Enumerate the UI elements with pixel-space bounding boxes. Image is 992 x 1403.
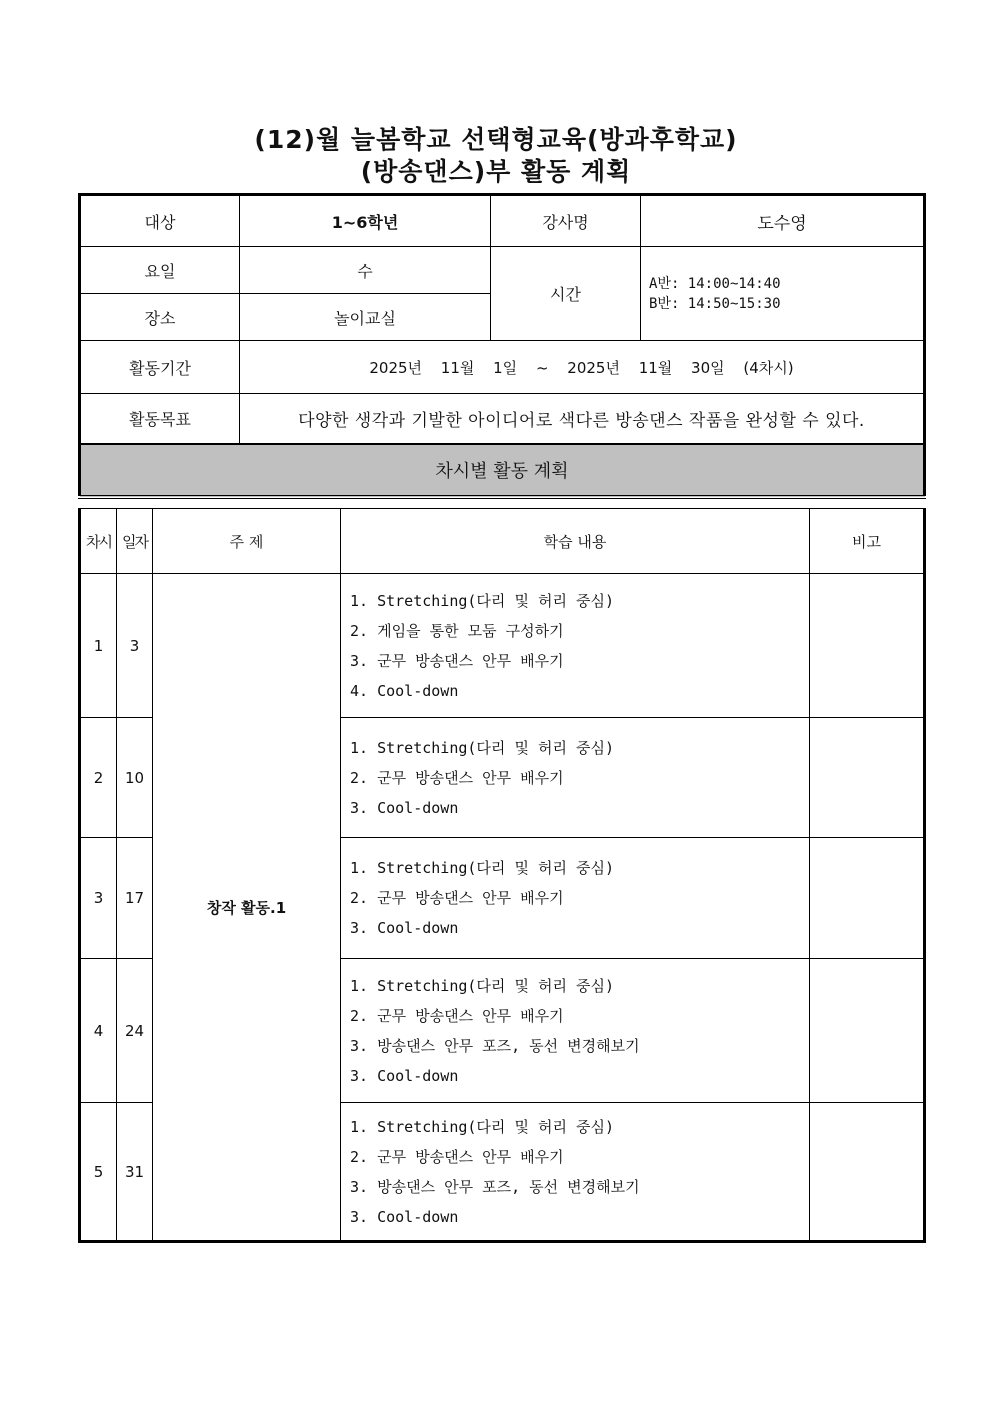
content-line: 2. 군무 방송댄스 안무 배우기	[350, 1006, 564, 1025]
content-line: 1. Stretching(다리 및 허리 중심)	[350, 591, 614, 610]
content-line: 2. 게임을 통한 모둠 구성하기	[350, 621, 564, 640]
document-title-line1: (12)월 늘봄학교 선택형교육(방과후학교)	[254, 125, 738, 154]
content-line: 3. 방송댄스 안무 포즈, 동선 변경해보기	[350, 1036, 640, 1055]
section-title: 차시별 활동 계획	[80, 444, 925, 497]
time-label: 시간	[491, 247, 641, 341]
content-line: 1. Stretching(다리 및 허리 중심)	[350, 1117, 614, 1136]
content-cell	[341, 574, 810, 718]
content-cell	[341, 1103, 810, 1242]
target-value: 1~6학년	[240, 195, 491, 247]
goal-label: 활동목표	[80, 394, 240, 445]
table-row	[80, 574, 925, 718]
plan-table	[78, 508, 926, 1243]
session-date: 31	[117, 1103, 153, 1242]
session-number: 5	[80, 1103, 117, 1242]
day-value: 수	[240, 247, 491, 294]
content-line: 3. Cool-down	[350, 798, 459, 817]
goal-value: 다양한 생각과 기발한 아이디어로 색다른 방송댄스 작품을 완성할 수 있다.	[240, 394, 925, 445]
session-date: 3	[117, 574, 153, 718]
info-table	[78, 193, 926, 499]
header-date: 일자	[117, 509, 153, 574]
note-cell	[810, 574, 925, 718]
content-line: 2. 군무 방송댄스 안무 배우기	[350, 768, 564, 787]
time-value	[641, 247, 925, 341]
session-date: 17	[117, 838, 153, 959]
note-cell	[810, 838, 925, 959]
topic-cell: 창작 활동.1	[153, 574, 341, 1242]
content-line: 3. Cool-down	[350, 1066, 459, 1085]
session-number: 4	[80, 959, 117, 1103]
note-cell	[810, 1103, 925, 1242]
target-label: 대상	[80, 195, 240, 247]
session-number: 3	[80, 838, 117, 959]
content-cell	[341, 959, 810, 1103]
instructor-label: 강사명	[491, 195, 641, 247]
place-label: 장소	[80, 294, 240, 341]
session-date: 24	[117, 959, 153, 1103]
period-value: 2025년 11월 1일 ~ 2025년 11월 30일 (4차시)	[240, 341, 925, 394]
note-cell	[810, 718, 925, 838]
instructor-value: 도수영	[641, 195, 925, 247]
document-title-line2: (방송댄스)부 활동 계획	[360, 157, 632, 186]
day-label: 요일	[80, 247, 240, 294]
session-number: 2	[80, 718, 117, 838]
header-session: 차시	[80, 509, 117, 574]
content-line: 3. 방송댄스 안무 포즈, 동선 변경해보기	[350, 1177, 640, 1196]
header-note: 비고	[810, 509, 925, 574]
session-number: 1	[80, 574, 117, 718]
place-value: 놀이교실	[240, 294, 491, 341]
content-line: 1. Stretching(다리 및 허리 중심)	[350, 738, 614, 757]
time-a: A반: 14:00~14:40	[649, 275, 781, 292]
content-line: 4. Cool-down	[350, 681, 459, 700]
header-content: 학습 내용	[341, 509, 810, 574]
header-topic: 주 제	[153, 509, 341, 574]
content-cell	[341, 718, 810, 838]
content-line: 1. Stretching(다리 및 허리 중심)	[350, 976, 614, 995]
content-line: 2. 군무 방송댄스 안무 배우기	[350, 889, 564, 907]
session-date: 10	[117, 718, 153, 838]
time-b: B반: 14:50~15:30	[649, 295, 781, 312]
note-cell	[810, 959, 925, 1103]
plan-header-row	[80, 509, 925, 574]
content-line: 3. Cool-down	[350, 919, 459, 937]
content-line: 1. Stretching(다리 및 허리 중심)	[350, 859, 614, 877]
content-line: 3. Cool-down	[350, 1207, 459, 1226]
period-label: 활동기간	[80, 341, 240, 394]
content-cell	[341, 838, 810, 959]
content-line: 2. 군무 방송댄스 안무 배우기	[350, 1147, 564, 1166]
content-line: 3. 군무 방송댄스 안무 배우기	[350, 651, 564, 670]
